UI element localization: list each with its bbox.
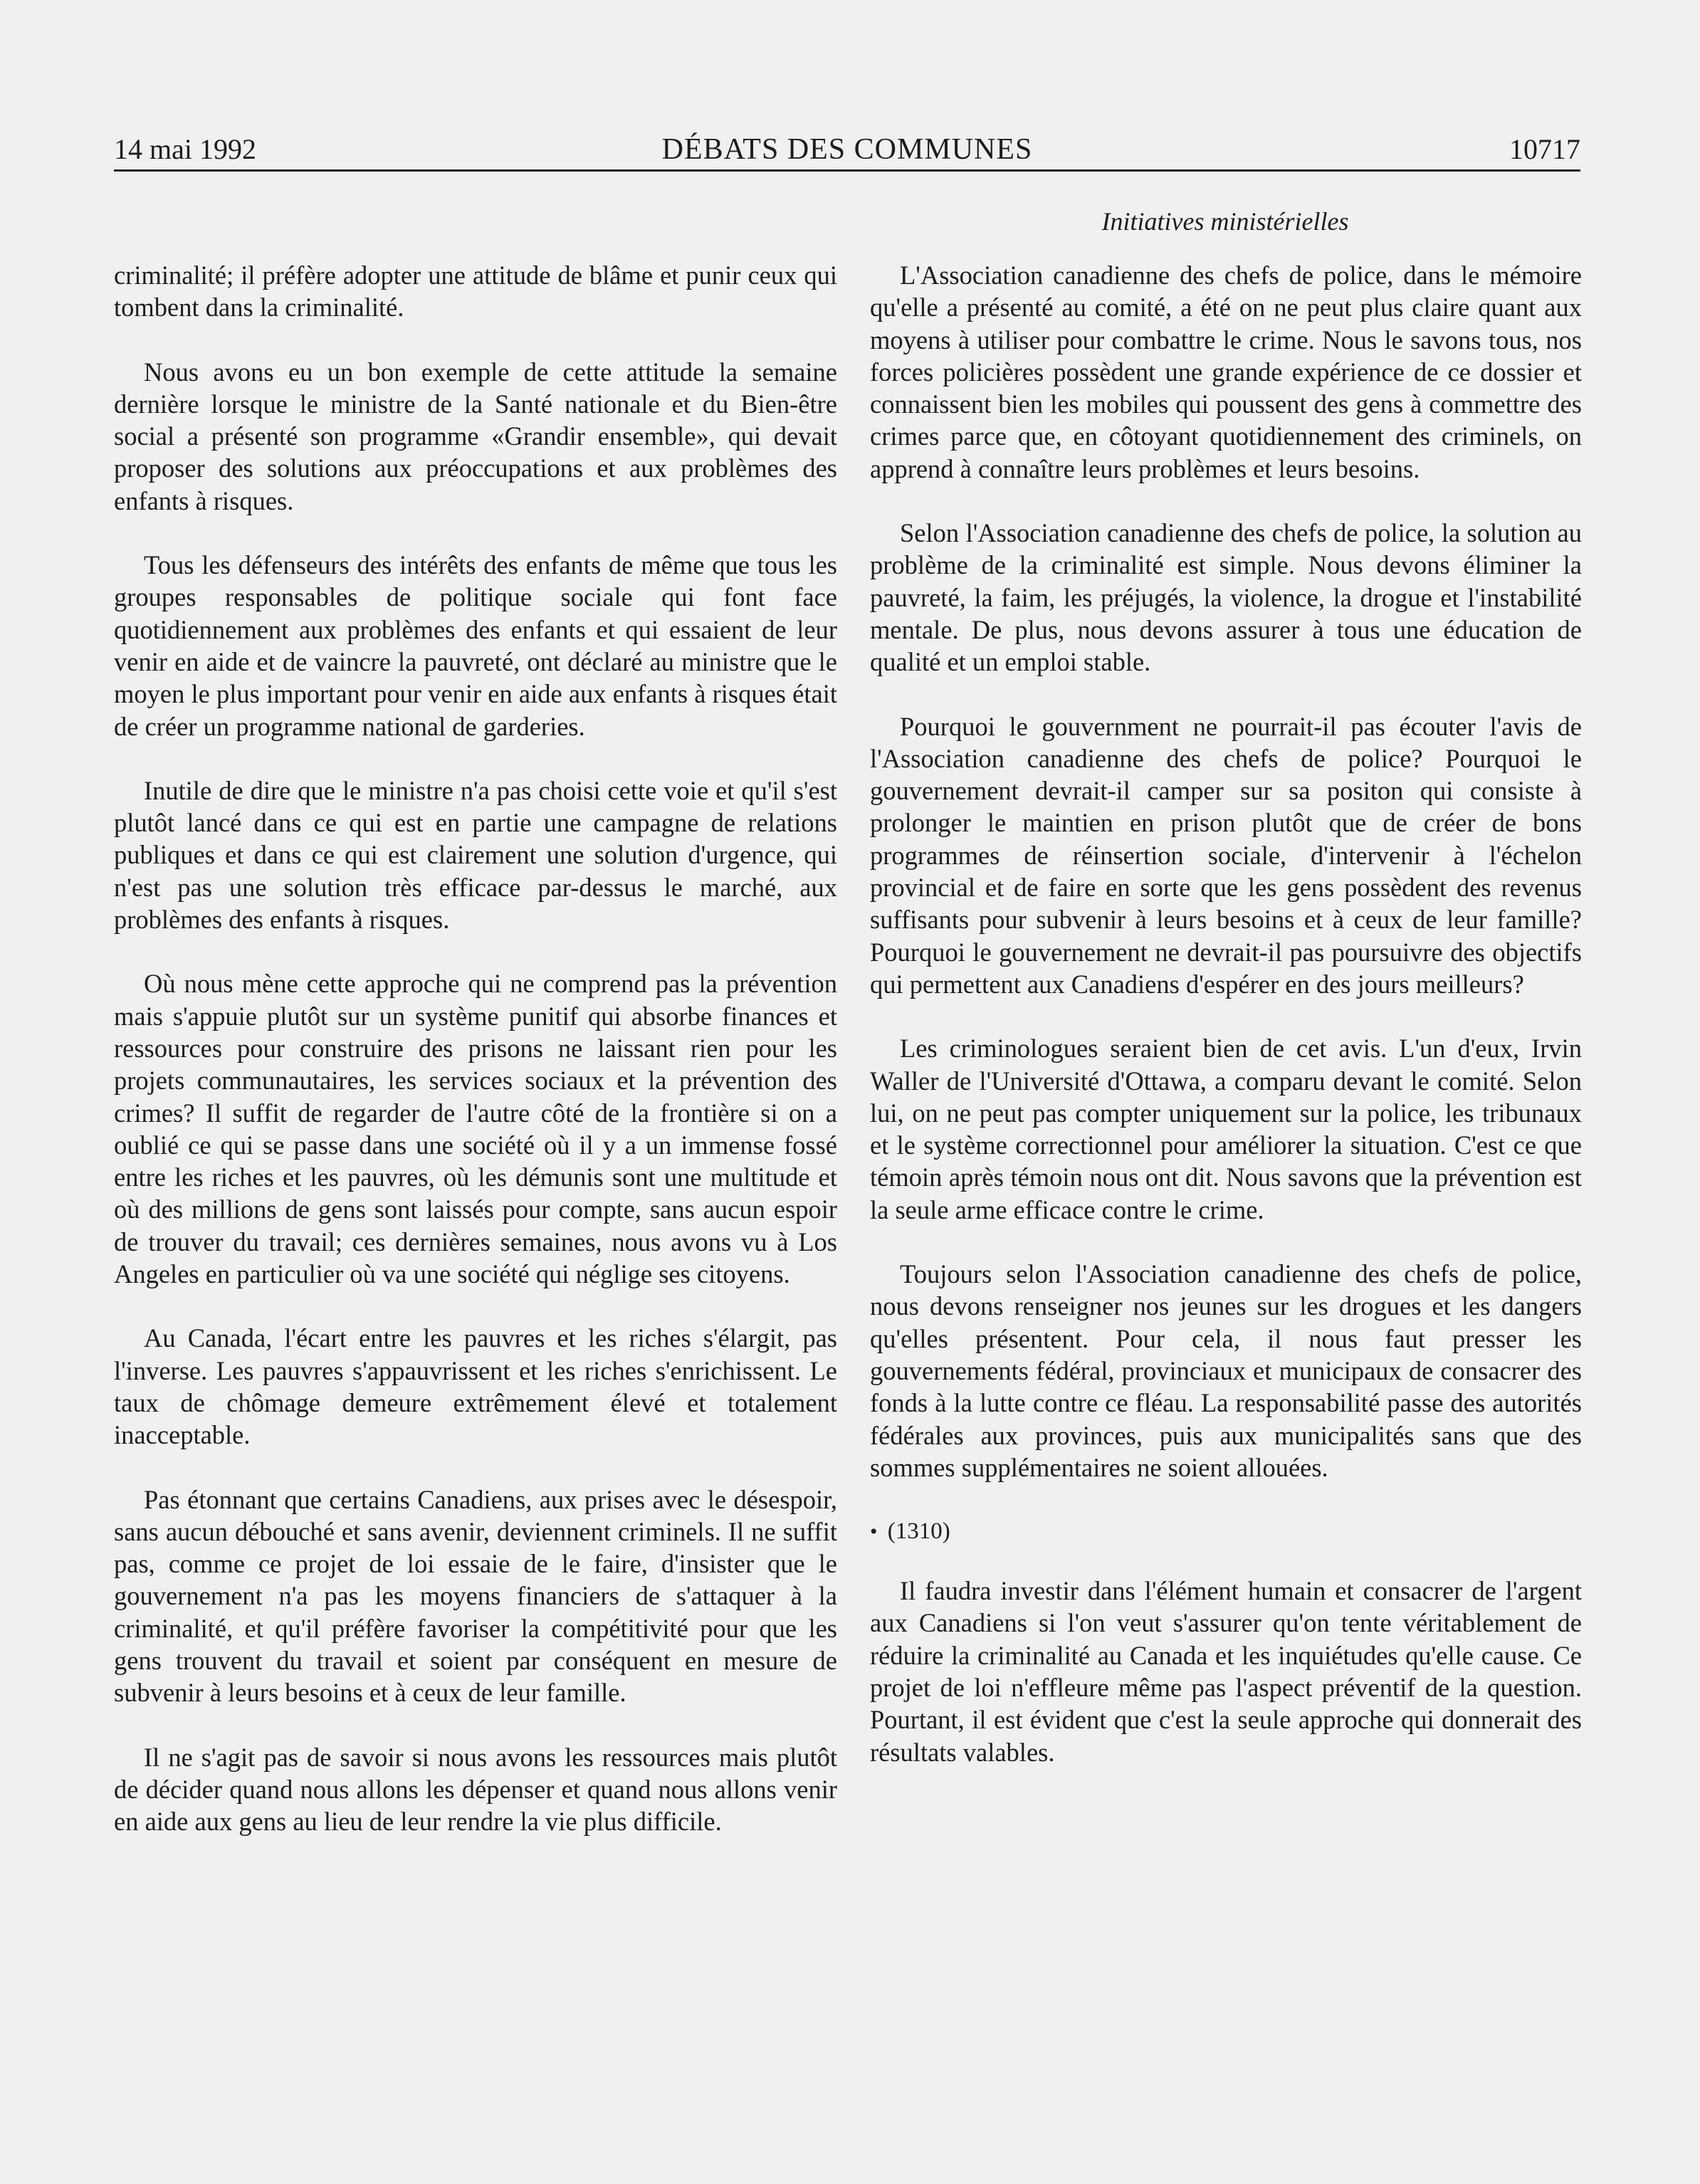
page-number: 10717	[1509, 133, 1580, 165]
paragraph: Au Canada, l'écart entre les pauvres et les riches s'élargit, pas l'inverse. Les pauvres s'appauvrissent et les riches s'enrichissent. Le taux de chômage demeure extrêmement élevé et totalement inacceptable.	[114, 1323, 837, 1450]
paragraph: Il ne s'agit pas de savoir si nous avons les ressources mais plutôt de décider quand nous allons les dépenser et quand nous allons venir en aide aux gens au lieu de leur rendre la vie plus difficile.	[114, 1742, 837, 1837]
paragraph: Toujours selon l'Association canadienne des chefs de police, nous devons renseigner nos jeunes sur les drogues et les dangers qu'elles présentent. Pour cela, il nous faut presser les gouvernements fédéral, provinciaux et municipaux de consacrer des fonds à la lutte contre ce fléau. La responsabilité passe des autorités fédérales aux provinces, puis aux municipalités sans que des sommes supplémentaires ne soient allouées.	[870, 1259, 1582, 1482]
time-stamp: (1310)	[887, 1518, 950, 1545]
paragraph: Selon l'Association canadienne des chefs de police, la solution au problème de la criminalité est simple. Nous devons éliminer la pauvreté, la faim, les préjugés, la violence, la drogue et l'instabilité mentale. De plus, nous devons assurer à tous une éducation de qualité et un emploi stable.	[870, 518, 1582, 677]
paragraph: Où nous mène cette approche qui ne comprend pas la prévention mais s'appuie plutôt sur un système punitif qui absorbe finances et ressources pour construire des prisons ne laissant rien pour les projets communautaires, les services sociaux et la prévention des crimes? Il suffit de regarder de l'autre côté de la frontière si on a oublié ce qui se passe dans une société où il y a un immense fossé entre les riches et les pauvres, où les démunis sont une multitude et où des millions de gens sont laissés pour compte, sans aucun espoir de trouver du travail; ces dernières semaines, nous avons vu à Los Angeles en particulier où va une société qui néglige ses citoyens.	[114, 969, 837, 1289]
paragraph: criminalité; il préfère adopter une attitude de blâme et punir ceux qui tombent dans la criminalité.	[114, 261, 837, 322]
paragraph: Il faudra investir dans l'élément humain et consacrer de l'argent aux Canadiens si l'on veut s'assurer qu'on tente véritablement de réduire la criminalité au Canada et les inquiétudes qu'elle cause. Ce projet de loi n'effleure même pas l'aspect préventif de la question. Pourtant, il est évident que c'est la seule approche qui donnerait des résultats valables.	[870, 1576, 1582, 1767]
publication-title: DÉBATS DES COMMUNES	[661, 133, 1033, 166]
bullet-icon: •	[870, 1520, 878, 1544]
header-date: 14 mai 1992	[114, 133, 256, 165]
header-rule	[114, 169, 1580, 172]
right-column	[870, 259, 1582, 1800]
paragraph: Nous avons eu un bon exemple de cette attitude la semaine dernière lorsque le ministre de la Santé nationale et du Bien-être social a présenté son programme «Grandir ensemble», qui devait proposer des solutions aux préoccupations et aux problèmes des enfants à risques.	[114, 357, 837, 515]
paragraph: Inutile de dire que le ministre n'a pas choisi cette voie et qu'il s'est plutôt lancé dans ce qui est en partie une campagne de relations publiques et dans ce qui est clairement une solution d'urgence, qui n'est pas une solution très efficace par-dessus le marché, aux problèmes des enfants à risques.	[114, 775, 837, 935]
left-column	[114, 259, 837, 1869]
running-head: Initiatives ministérielles	[1101, 207, 1349, 236]
paragraph: Pourquoi le gouvernment ne pourrait-il pas écouter l'avis de l'Association canadienne des chefs de police? Pourquoi le gouvernement devrait-il camper sur sa positon qui consiste à prolonger le maintien en prison plutôt que de créer de bons programmes de réinsertion sociale, d'intervenir à l'échelon provincial et de faire en sorte que les gens possèdent des revenus suffisants pour subvenir à leurs besoins et à ceux de leur famille? Pourquoi le gouvernement ne devrait-il pas poursuivre des objectifs qui permettent aux Canadiens d'espérer en des jours meilleurs?	[870, 711, 1582, 999]
paragraph: Les criminologues seraient bien de cet avis. L'un d'eux, Irvin Waller de l'Université d'Ottawa, a comparu devant le comité. Selon lui, on ne peut pas compter uniquement sur la police, les tribunaux et le système correctionnel pour améliorer la situation. C'est ce que témoin après témoin nous ont dit. Nous savons que la prévention est la seule arme efficace contre le crime.	[870, 1034, 1582, 1224]
paragraph: Tous les défenseurs des intérêts des enfants de même que tous les groupes responsables de politique sociale qui font face quotidiennement aux problèmes des enfants et qui essaient de leur venir en aide et de vaincre la pauvreté, ont déclaré au ministre que le moyen le plus important pour venir en aide aux enfants à risques était de créer un programme national de garderies.	[114, 550, 837, 741]
paragraph: Pas étonnant que certains Canadiens, aux prises avec le désespoir, sans aucun débouché et sans avenir, deviennent criminels. Il ne suffit pas, comme ce projet de loi essaie de le faire, d'insister que le gouvernement n'a pas les moyens financiers de s'attaquer à la criminalité, et qu'il préfère favoriser la compétitivité pour que les gens trouvent du travail et soient par conséquent en mesure de subvenir à leurs besoins et à ceux de leur famille.	[114, 1484, 837, 1708]
paragraph: L'Association canadienne des chefs de police, dans le mémoire qu'elle a présenté au comité, a été on ne peut plus claire quant aux moyens à utiliser pour combattre le crime. Nous le savons tous, nos forces policières possèdent une grande expérience de ce dossier et connaissent bien les mobiles qui poussent des gens à commettre des crimes parce que, en côtoyant quotidiennement des criminels, on apprend à connaître leurs problèmes et leurs besoins.	[870, 261, 1582, 483]
time-marker	[870, 1516, 1582, 1548]
page-header	[114, 127, 1580, 169]
